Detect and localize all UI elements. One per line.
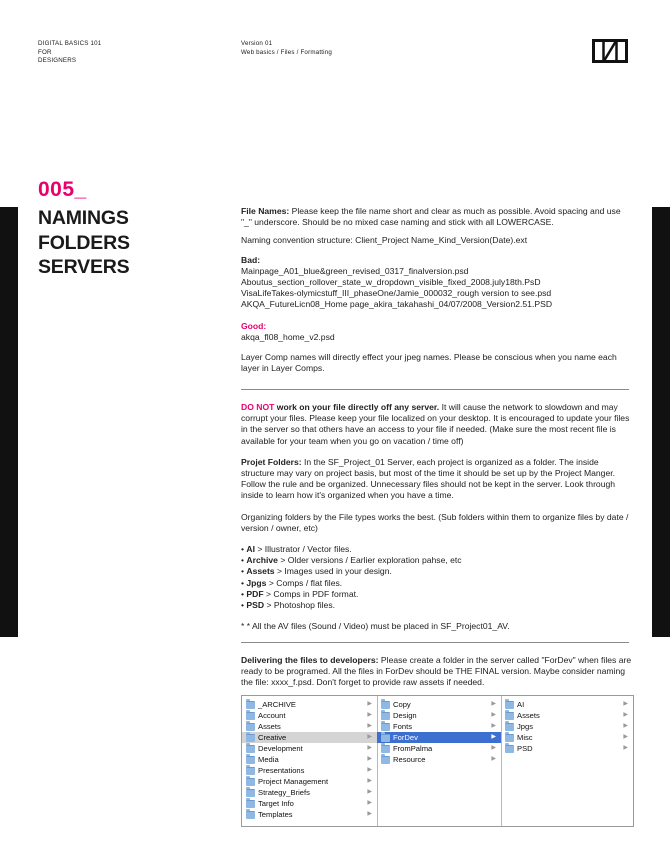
folder-icon <box>505 734 514 742</box>
folder-icon <box>246 701 255 709</box>
folder-item[interactable]: AI ▶ <box>501 699 633 710</box>
publication-title-line: DIGITAL BASICS 101 <box>38 40 102 47</box>
list-item: • Archive > Older versions / Earlier exploration pahse, etc <box>241 555 462 566</box>
version-info <box>241 40 332 57</box>
folder-item[interactable]: Templates ▶ <box>242 809 377 820</box>
file-names-label: File Names: <box>241 206 290 216</box>
folder-item[interactable]: Presentations ▶ <box>242 765 377 776</box>
folder-item[interactable]: Assets ▶ <box>501 710 633 721</box>
chevron-right-icon: ▶ <box>367 800 372 806</box>
bad-example: Aboutus_section_rollover_state_w_dropdown_visible_fixed_2008.july18th.PsD <box>241 277 541 288</box>
folder-item[interactable]: Development ▶ <box>242 743 377 754</box>
project-folders-text: In the SF_Project_01 Server, each project is organized as a folder. The inside structure may vary on project basis, but most of the time it should be set up by the Project Manger. Follow the rule and be organized. Unnecessary files should not be kept in the server. Look through inside to learn how it's organized when you have a time. <box>241 456 616 501</box>
chevron-right-icon: ▶ <box>623 712 628 718</box>
chevron-right-icon: ▶ <box>623 745 628 751</box>
good-example: akqa_fl08_home_v2.psd <box>241 331 335 342</box>
chevron-right-icon: ▶ <box>367 789 372 795</box>
do-not-text: It will cause the network to slowdown and may corrupt your files. Please keep your file localized on your desktop. It is encouraged to update your files in the server so that others have an access to your file if needed. (Make sure the most recent file is available for your team when you go on vacation / time off) <box>241 402 630 446</box>
folder-icon <box>246 745 255 753</box>
divider <box>241 642 629 643</box>
chevron-right-icon: ▶ <box>623 723 628 729</box>
layer-comp-note: Layer Comp names will directly effect your jpeg names. Please be conscious when you name each layer in Layer Comps. <box>241 352 617 374</box>
folder-icon <box>246 767 255 775</box>
browser-column-fordev <box>501 696 633 826</box>
section-title-line: NAMINGS <box>38 207 129 229</box>
folder-item[interactable]: FromPalma ▶ <box>377 743 501 754</box>
folder-icon <box>381 734 390 742</box>
delivering-section <box>241 655 633 689</box>
folder-icon <box>381 701 390 709</box>
folder-item[interactable]: Strategy_Briefs ▶ <box>242 787 377 798</box>
chevron-right-icon: ▶ <box>367 734 372 740</box>
browser-column-root <box>242 696 378 826</box>
bad-label <box>241 255 633 266</box>
folder-item-selected[interactable]: Creative ▶ <box>242 732 377 743</box>
folder-icon <box>505 712 514 720</box>
naming-convention: Naming convention structure: Client_Project Name_Kind_Version(Date).ext <box>241 235 528 246</box>
file-names-text: Please keep the file name short and clear as much as possible. Avoid spacing and use "_" underscore. Should be no mixed case naming and stick with all LOWERCASE. <box>241 206 621 228</box>
chevron-right-icon: ▶ <box>367 701 372 707</box>
publication-title-line: FOR <box>38 48 52 56</box>
file-names-paragraph <box>241 206 633 228</box>
chevron-right-icon: ▶ <box>367 756 372 762</box>
folder-item[interactable]: Design ▶ <box>377 710 501 721</box>
version-line: Version 01 <box>241 40 273 47</box>
left-edge-bar <box>0 207 18 637</box>
brand-logo <box>592 39 628 63</box>
folder-icon <box>246 800 255 808</box>
folder-icon <box>381 723 390 731</box>
chevron-right-icon: ▶ <box>367 767 372 773</box>
bad-label-text: Bad: <box>241 254 261 265</box>
section-title <box>38 206 130 280</box>
chevron-right-icon: ▶ <box>491 734 496 740</box>
chevron-right-icon: ▶ <box>367 778 372 784</box>
folder-item[interactable]: Copy ▶ <box>377 699 501 710</box>
list-item: • AI > Illustrator / Vector files. <box>241 544 352 555</box>
section-title-line: FOLDERS <box>38 231 130 254</box>
folder-icon <box>246 811 255 819</box>
right-edge-bar <box>652 207 670 637</box>
list-item: • Jpgs > Comps / flat files. <box>241 577 343 588</box>
chevron-right-icon: ▶ <box>367 745 372 751</box>
browser-column-creative <box>377 696 502 826</box>
list-item: • PDF > Comps in PDF format. <box>241 588 359 599</box>
chevron-right-icon: ▶ <box>491 712 496 718</box>
folder-item[interactable]: Media ▶ <box>242 754 377 765</box>
folder-item[interactable]: Project Management ▶ <box>242 776 377 787</box>
folder-icon <box>246 712 255 720</box>
folder-item[interactable]: Jpgs ▶ <box>501 721 633 732</box>
file-names-section <box>241 206 633 374</box>
do-not-bold: work on your file directly off any server. <box>274 402 440 412</box>
folder-icon <box>246 723 255 731</box>
breadcrumb: Web basics / Files / Formatting <box>241 48 333 56</box>
chevron-right-icon: ▶ <box>367 712 372 718</box>
do-not-paragraph <box>241 402 633 447</box>
chevron-right-icon: ▶ <box>491 701 496 707</box>
section-number: 005_ <box>38 178 87 201</box>
bad-example: VisaLifeTakes-olymicstuff_III_phaseOne/Jamie_000032_rough version to see.psd <box>241 288 552 299</box>
delivering-paragraph <box>241 655 633 689</box>
bad-example: AKQA_FutureLicn08_Home page_akira_takahashi_04/07/2008_Version2.51.PSD <box>241 299 553 310</box>
project-folders-label: Projet Folders: <box>241 456 302 467</box>
folder-icon <box>381 756 390 764</box>
folder-icon <box>246 734 255 742</box>
folder-item[interactable]: Account ▶ <box>242 710 377 721</box>
server-section <box>241 402 633 632</box>
delivering-label: Delivering the files to developers: <box>241 655 379 665</box>
folder-icon <box>381 745 390 753</box>
publication-title-line: DESIGNERS <box>38 57 77 64</box>
divider <box>241 389 629 390</box>
good-label: Good: <box>241 320 267 331</box>
folder-icon <box>505 745 514 753</box>
project-folders-paragraph <box>241 457 633 502</box>
chevron-right-icon: ▶ <box>623 734 628 740</box>
file-type-list <box>241 544 633 611</box>
folder-item-active[interactable]: ForDev ▶ <box>377 732 501 743</box>
chevron-right-icon: ▶ <box>367 723 372 729</box>
folder-item[interactable]: Misc ▶ <box>501 732 633 743</box>
do-not-label: DO NOT <box>241 402 275 412</box>
folder-item[interactable]: Fonts ▶ <box>377 721 501 732</box>
bad-example: Mainpage_A01_blue&green_revised_0317_finalversion.psd <box>241 265 469 276</box>
folder-item[interactable]: Target Info ▶ <box>242 798 377 809</box>
folder-icon <box>246 789 255 797</box>
chevron-right-icon: ▶ <box>491 723 496 729</box>
chevron-right-icon: ▶ <box>491 756 496 762</box>
chevron-right-icon: ▶ <box>623 701 628 707</box>
delivering-text: Please create a folder in the server called "ForDev" when files are ready to be programed. All the files in ForDev should be THE FINAL version. Maybe consider naming the file: xxxx_f.psd. Don't forget to provide raw assets if needed. <box>241 655 632 688</box>
folder-item[interactable]: Assets ▶ <box>242 721 377 732</box>
section-title-line: SERVERS <box>38 256 130 278</box>
av-note: * * All the AV files (Sound / Video) must be placed in SF_Project01_AV. <box>241 621 510 632</box>
folder-icon <box>246 756 255 764</box>
folder-icon <box>505 701 514 709</box>
organizing-note: Organizing folders by the File types works the best. (Sub folders within them to organize files by date / version / owner, etc) <box>241 511 629 533</box>
folder-icon <box>381 712 390 720</box>
folder-icon <box>505 723 514 731</box>
publication-title <box>38 40 101 66</box>
list-item: • PSD > Photoshop files. <box>241 600 336 611</box>
folder-item[interactable]: _ARCHIVE ▶ <box>242 699 377 710</box>
folder-icon <box>246 778 255 786</box>
folder-item[interactable]: PSD ▶ <box>501 743 633 754</box>
chevron-right-icon: ▶ <box>491 745 496 751</box>
list-item: • Assets > Images used in your design. <box>241 566 392 577</box>
folder-item[interactable]: Resource ▶ <box>377 754 501 765</box>
file-browser <box>241 695 634 827</box>
chevron-right-icon: ▶ <box>367 811 372 817</box>
